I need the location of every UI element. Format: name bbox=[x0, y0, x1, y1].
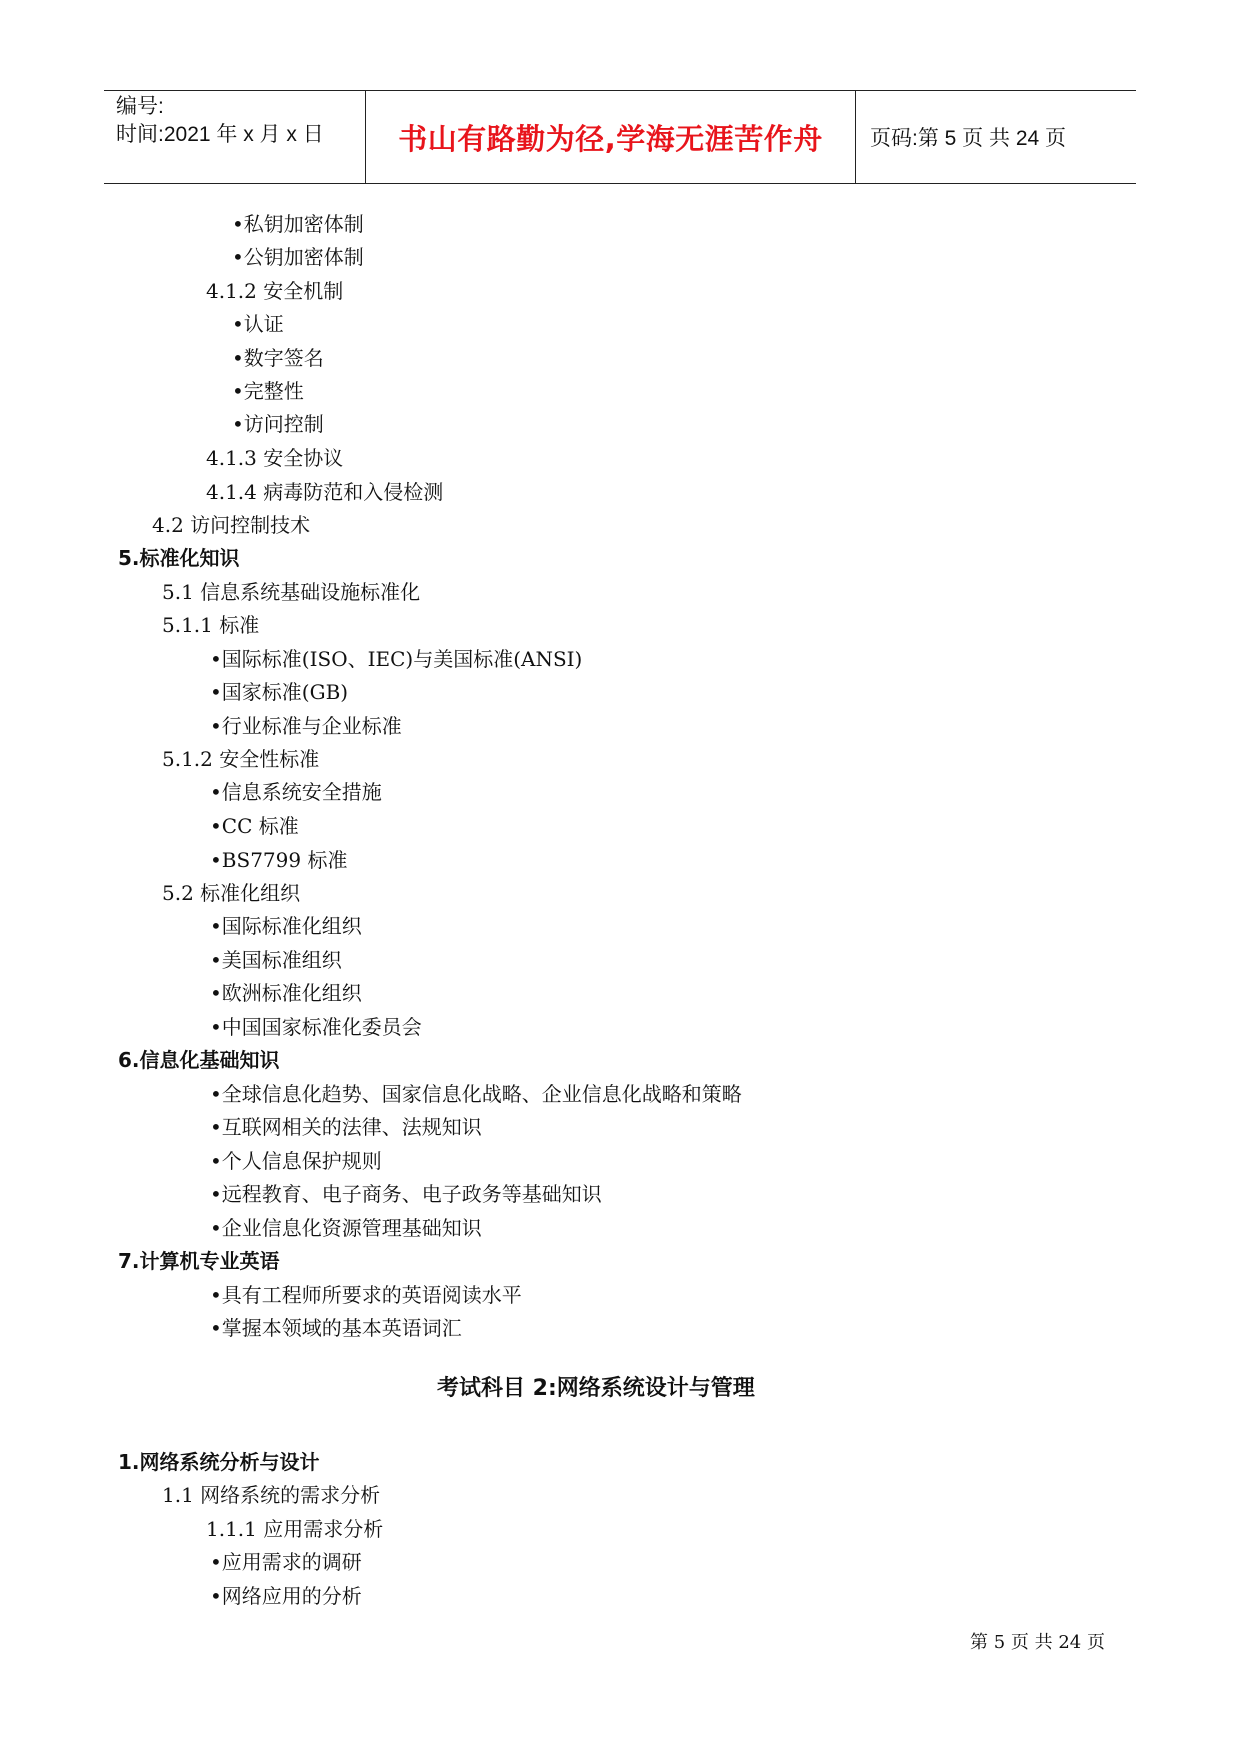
outline-line: •数字签名 bbox=[232, 346, 324, 370]
outline-line: •认证 bbox=[232, 312, 284, 336]
section-heading: 1.网络系统分析与设计 bbox=[118, 1450, 320, 1474]
outline-line: •CC 标准 bbox=[210, 814, 299, 838]
outline-line: •访问控制 bbox=[232, 412, 324, 436]
section-heading: 5.标准化知识 bbox=[118, 546, 240, 570]
outline-line: 4.1.2 安全机制 bbox=[206, 279, 344, 303]
header-info-cell bbox=[104, 91, 366, 183]
header-motto: 书山有路勤为径,学海无涯苦作舟 bbox=[366, 91, 856, 183]
outline-line: 5.1.2 安全性标准 bbox=[162, 747, 320, 771]
page-footer: 第 5 页 共 24 页 bbox=[970, 1632, 1105, 1653]
outline-line: 4.1.4 病毒防范和入侵检测 bbox=[206, 480, 444, 504]
outline-line: 4.1.3 安全协议 bbox=[206, 446, 344, 470]
outline-line: •美国标准组织 bbox=[210, 948, 342, 972]
outline-line: •个人信息保护规则 bbox=[210, 1149, 382, 1173]
outline-line: •企业信息化资源管理基础知识 bbox=[210, 1216, 482, 1240]
outline-line: 1.1 网络系统的需求分析 bbox=[162, 1483, 381, 1507]
outline-line: •信息系统安全措施 bbox=[210, 780, 382, 804]
outline-line: •BS7799 标准 bbox=[210, 848, 348, 872]
section-heading: 7.计算机专业英语 bbox=[118, 1249, 280, 1273]
outline-line: •私钥加密体制 bbox=[232, 212, 364, 236]
outline-line: 5.1 信息系统基础设施标准化 bbox=[162, 580, 421, 604]
outline-line: •国际标准化组织 bbox=[210, 914, 362, 938]
outline-line: •行业标准与企业标准 bbox=[210, 714, 402, 738]
exam-subject-title: 考试科目 2:网络系统设计与管理 bbox=[437, 1376, 755, 1401]
outline-line: •具有工程师所要求的英语阅读水平 bbox=[210, 1283, 522, 1307]
outline-line: •应用需求的调研 bbox=[210, 1550, 362, 1574]
outline-line: •互联网相关的法律、法规知识 bbox=[210, 1115, 482, 1139]
document-number-label: 编号: bbox=[116, 95, 164, 118]
outline-line: •公钥加密体制 bbox=[232, 245, 364, 269]
outline-line: 5.1.1 标准 bbox=[162, 613, 260, 637]
outline-line: •网络应用的分析 bbox=[210, 1584, 362, 1608]
page-header bbox=[104, 90, 1136, 184]
outline-line: 5.2 标准化组织 bbox=[162, 881, 301, 905]
document-time-label: 时间:2021 年 x 月 x 日 bbox=[116, 123, 324, 146]
outline-line: •国家标准(GB) bbox=[210, 680, 349, 704]
header-page-number: 页码:第 5 页 共 24 页 bbox=[870, 127, 1067, 150]
outline-line: •全球信息化趋势、国家信息化战略、企业信息化战略和策略 bbox=[210, 1082, 742, 1106]
outline-line: •中国国家标准化委员会 bbox=[210, 1015, 422, 1039]
outline-line: •掌握本领域的基本英语词汇 bbox=[210, 1316, 462, 1340]
section-heading: 6.信息化基础知识 bbox=[118, 1048, 280, 1072]
outline-line: 1.1.1 应用需求分析 bbox=[206, 1517, 384, 1541]
outline-line: 4.2 访问控制技术 bbox=[152, 513, 311, 537]
outline-line: •欧洲标准化组织 bbox=[210, 981, 362, 1005]
outline-line: •完整性 bbox=[232, 379, 304, 403]
outline-line: •国际标准(ISO、IEC)与美国标准(ANSI) bbox=[210, 647, 583, 671]
outline-line: •远程教育、电子商务、电子政务等基础知识 bbox=[210, 1182, 602, 1206]
